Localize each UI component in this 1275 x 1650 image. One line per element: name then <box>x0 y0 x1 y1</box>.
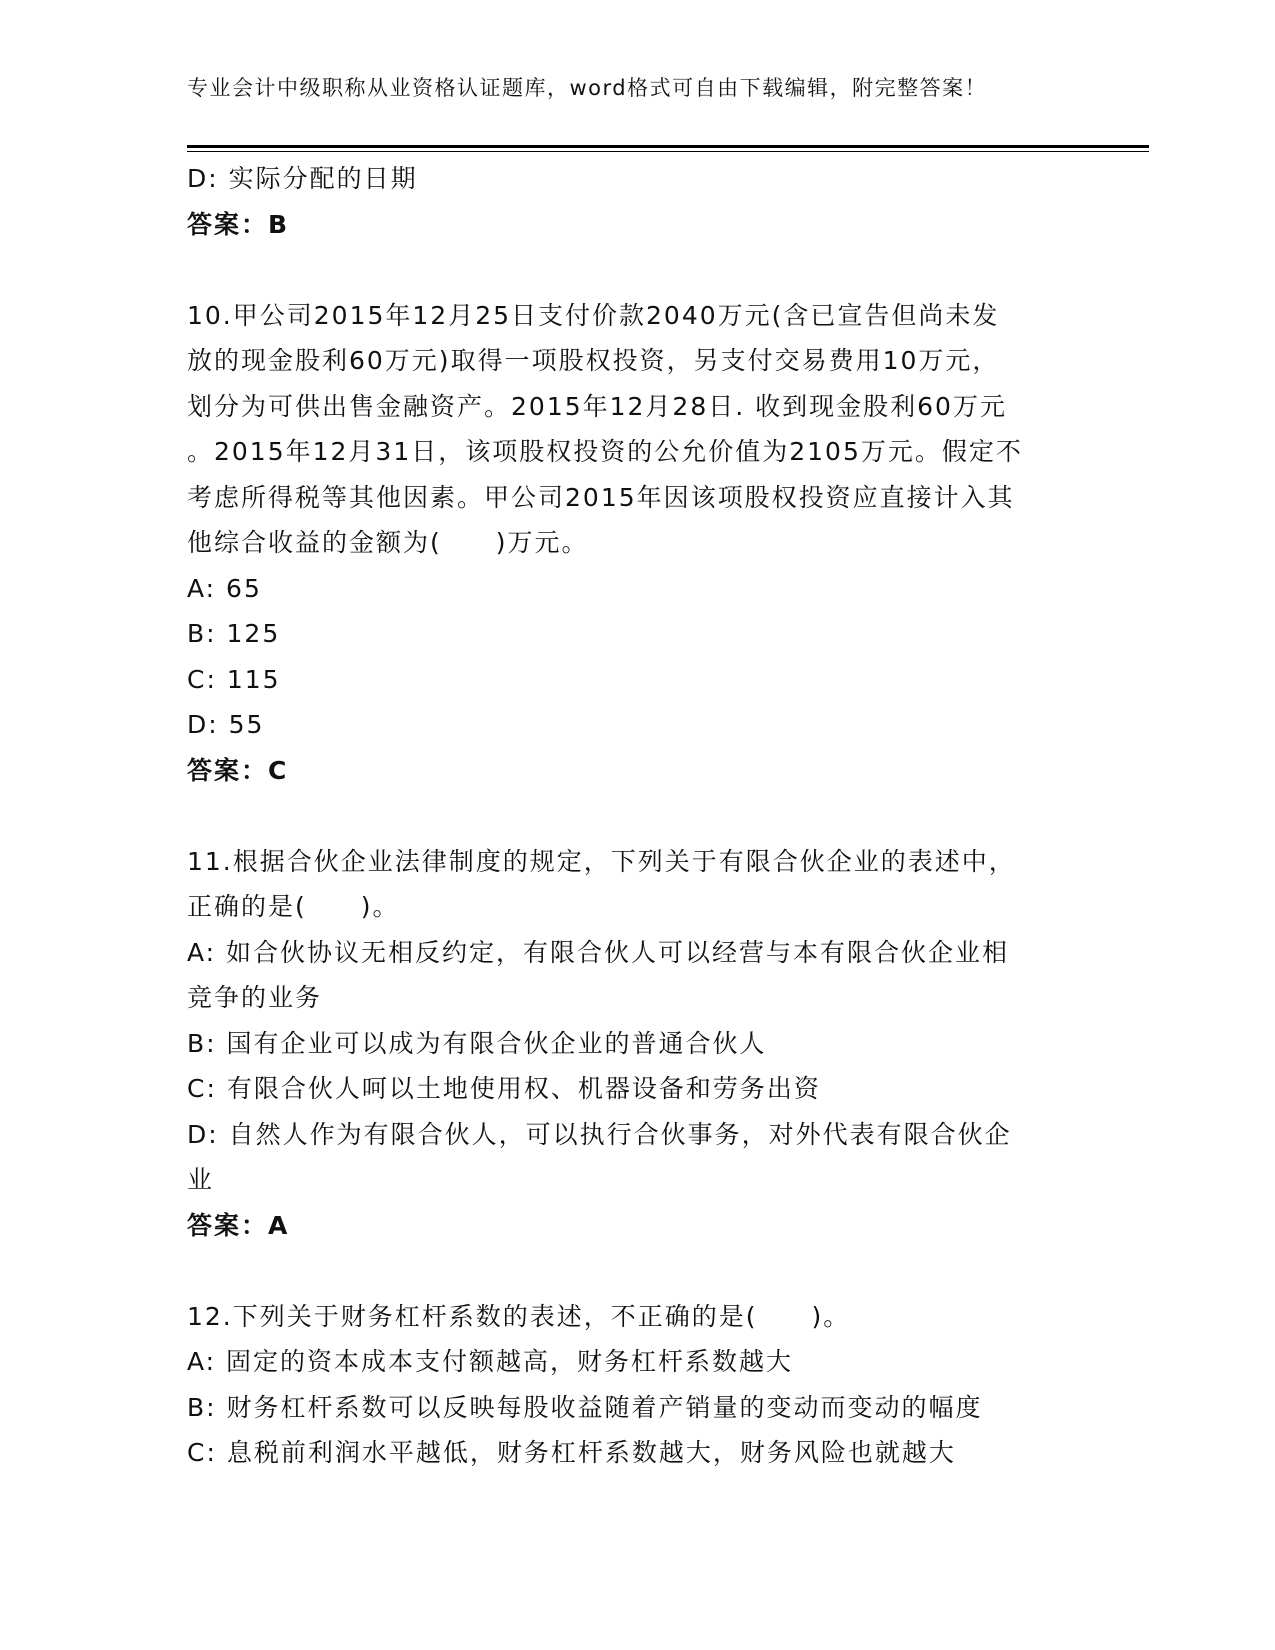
header-rule-thin <box>187 151 1149 152</box>
question-12 <box>187 1294 1087 1476</box>
question-text-line: 正确的是( )。 <box>187 892 400 921</box>
option-a: A: 固定的资本成本支付额越高，财务杠杆系数越大 <box>187 1347 794 1376</box>
header-rule-thick <box>187 145 1149 148</box>
option-b: B: 国有企业可以成为有限合伙企业的普通合伙人 <box>187 1028 767 1058</box>
spacer <box>187 793 1087 839</box>
question-text-line: 11.根据合伙企业法律制度的规定，下列关于有限合伙企业的表述中， <box>187 846 1016 876</box>
spacer <box>187 247 1087 293</box>
option-b: B: 125 <box>187 619 281 648</box>
question-text-line: 10.甲公司2015年12月25日支付价款2040万元(含已宣告但尚未发 <box>187 300 1000 330</box>
option-a: A: 65 <box>187 573 262 603</box>
option-d: D: 自然人作为有限合伙人，可以执行合伙事务，对外代表有限合伙企 <box>187 1119 1012 1149</box>
prev-option-d: D: 实际分配的日期 <box>187 164 418 193</box>
option-c: C: 息税前利润水平越低，财务杠杆系数越大，财务风险也就越大 <box>187 1438 956 1467</box>
question-text-line: 考虑所得税等其他因素。甲公司2015年因该项股权投资应直接计入其 <box>187 482 1015 512</box>
question-text-line: 他综合收益的金额为( )万元。 <box>187 528 589 557</box>
question-text-line: 12.下列关于财务杠杆系数的表述，不正确的是( )。 <box>187 1301 851 1331</box>
question-10 <box>187 293 1087 794</box>
option-a-continued: 竞争的业务 <box>187 983 323 1012</box>
question-11 <box>187 839 1087 1249</box>
option-b: B: 财务杠杆系数可以反映每股收益随着产销量的变动而变动的幅度 <box>187 1392 983 1422</box>
option-d-continued: 业 <box>187 1165 215 1194</box>
question-text-line: 划分为可供出售金融资产。2015年12月28日. 收到现金股利60万元 <box>187 391 1007 421</box>
option-c: C: 有限合伙人呵以土地使用权、机器设备和劳务出资 <box>187 1074 821 1103</box>
answer: 答案：C <box>187 755 289 785</box>
option-d: D: 55 <box>187 710 265 739</box>
answer: 答案：A <box>187 1210 290 1240</box>
question-text-line: 。2015年12月31日，该项股权投资的公允价值为2105万元。假定不 <box>187 437 1023 466</box>
page-header: 专业会计中级职称从业资格认证题库，word格式可自由下载编辑，附完整答案！ <box>187 76 988 100</box>
document-body <box>187 156 1087 1476</box>
prev-answer: 答案：B <box>187 209 290 239</box>
option-a: A: 如合伙协议无相反约定，有限合伙人可以经营与本有限合伙企业相 <box>187 937 1010 967</box>
spacer <box>187 1248 1087 1294</box>
question-text-line: 放的现金股利60万元)取得一项股权投资，另支付交易费用10万元， <box>187 346 1000 375</box>
option-c: C: 115 <box>187 664 281 694</box>
